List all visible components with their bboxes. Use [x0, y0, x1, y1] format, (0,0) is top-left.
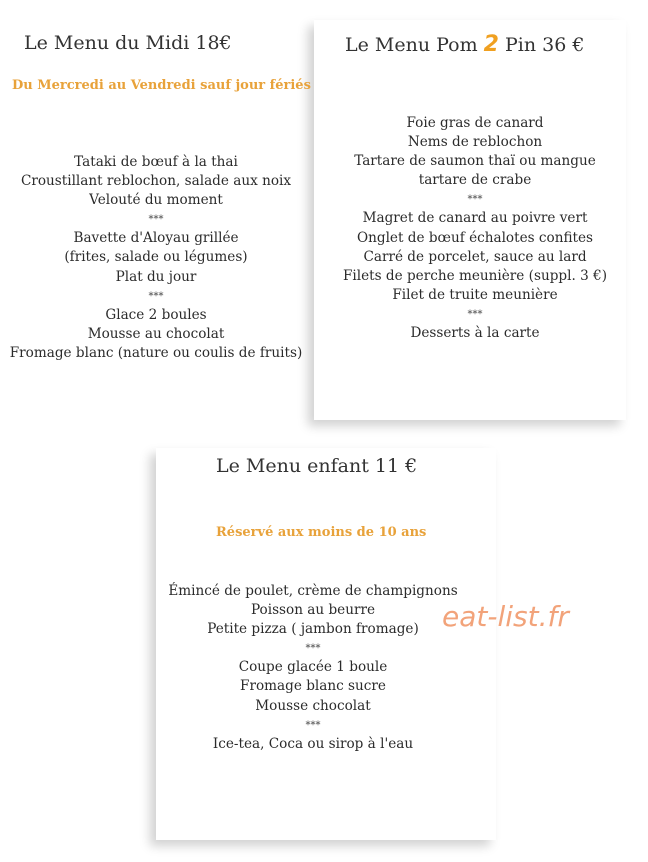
menu-midi-title: Le Menu du Midi 18€: [24, 32, 232, 54]
menu-item: Velouté du moment: [89, 192, 223, 209]
menu-item: Bavette d'Aloyau grillée: [73, 230, 239, 247]
menu-pom-title-start: Le Menu Pom: [345, 34, 484, 56]
menu-item: Fromage blanc (nature ou coulis de fruits): [9, 344, 303, 361]
menu-item: Coupe glacée 1 boule: [238, 659, 388, 676]
menu-pom-title: [345, 32, 584, 57]
menu-item: Carré de porcelet, sauce au lard: [363, 248, 587, 265]
menu-item: Foie gras de canard: [406, 115, 544, 131]
menu-item: Petite pizza ( jambon fromage): [207, 621, 419, 638]
menu-item: (frites, salade ou légumes): [64, 249, 248, 266]
menu-item: Magret de canard au poivre vert: [362, 210, 588, 227]
menu-item: Filets de perche meunière (suppl. 3 €): [342, 267, 608, 284]
menu-midi-items: [0, 153, 312, 363]
menu-item: Nems de reblochon: [407, 134, 543, 151]
menu-separator: ***: [305, 719, 321, 731]
menu-item: Ice-tea, Coca ou sirop à l'eau: [212, 735, 414, 752]
menu-item: Poisson au beurre: [250, 602, 376, 619]
menu-item: Onglet de bœuf échalotes confites: [356, 229, 594, 246]
menu-enfant-title: Le Menu enfant 11 €: [216, 455, 418, 477]
menu-midi-subtitle: Du Mercredi au Vendredi sauf jour fériés: [12, 78, 311, 93]
menu-item: Glace 2 boules: [105, 306, 207, 323]
menu-item: Mousse au chocolat: [87, 325, 225, 342]
menu-item: Fromage blanc sucre: [240, 678, 386, 695]
menu-enfant-items: [160, 582, 466, 754]
menu-separator: ***: [467, 308, 483, 320]
menu-enfant-subtitle: Réservé aux moins de 10 ans: [216, 525, 427, 540]
menu-item: Tataki de bœuf à la thai: [74, 154, 238, 170]
watermark-text: eat-list.fr: [442, 600, 569, 633]
menu-item: Tartare de saumon thaï ou mangue: [354, 153, 596, 170]
menu-item: Plat du jour: [115, 268, 197, 285]
menu-separator: ***: [148, 290, 164, 302]
menu-item: Filet de truite meunière: [392, 286, 558, 303]
menu-separator: ***: [467, 194, 483, 206]
menu-separator: ***: [305, 643, 321, 655]
menu-separator: ***: [148, 214, 164, 226]
menu-pom-title-end: Pin 36 €: [498, 34, 585, 56]
menu-item: Croustillant reblochon, salade aux noix: [20, 173, 292, 190]
menu-item: Mousse chocolat: [255, 697, 371, 714]
menu-pom-items: [316, 114, 634, 343]
menu-item: tartare de crabe: [418, 172, 532, 189]
menu-item: Émincé de poulet, crème de champignons: [168, 583, 458, 599]
menu-pom-title-accent: 2: [483, 32, 499, 57]
menu-item: Desserts à la carte: [410, 325, 540, 342]
